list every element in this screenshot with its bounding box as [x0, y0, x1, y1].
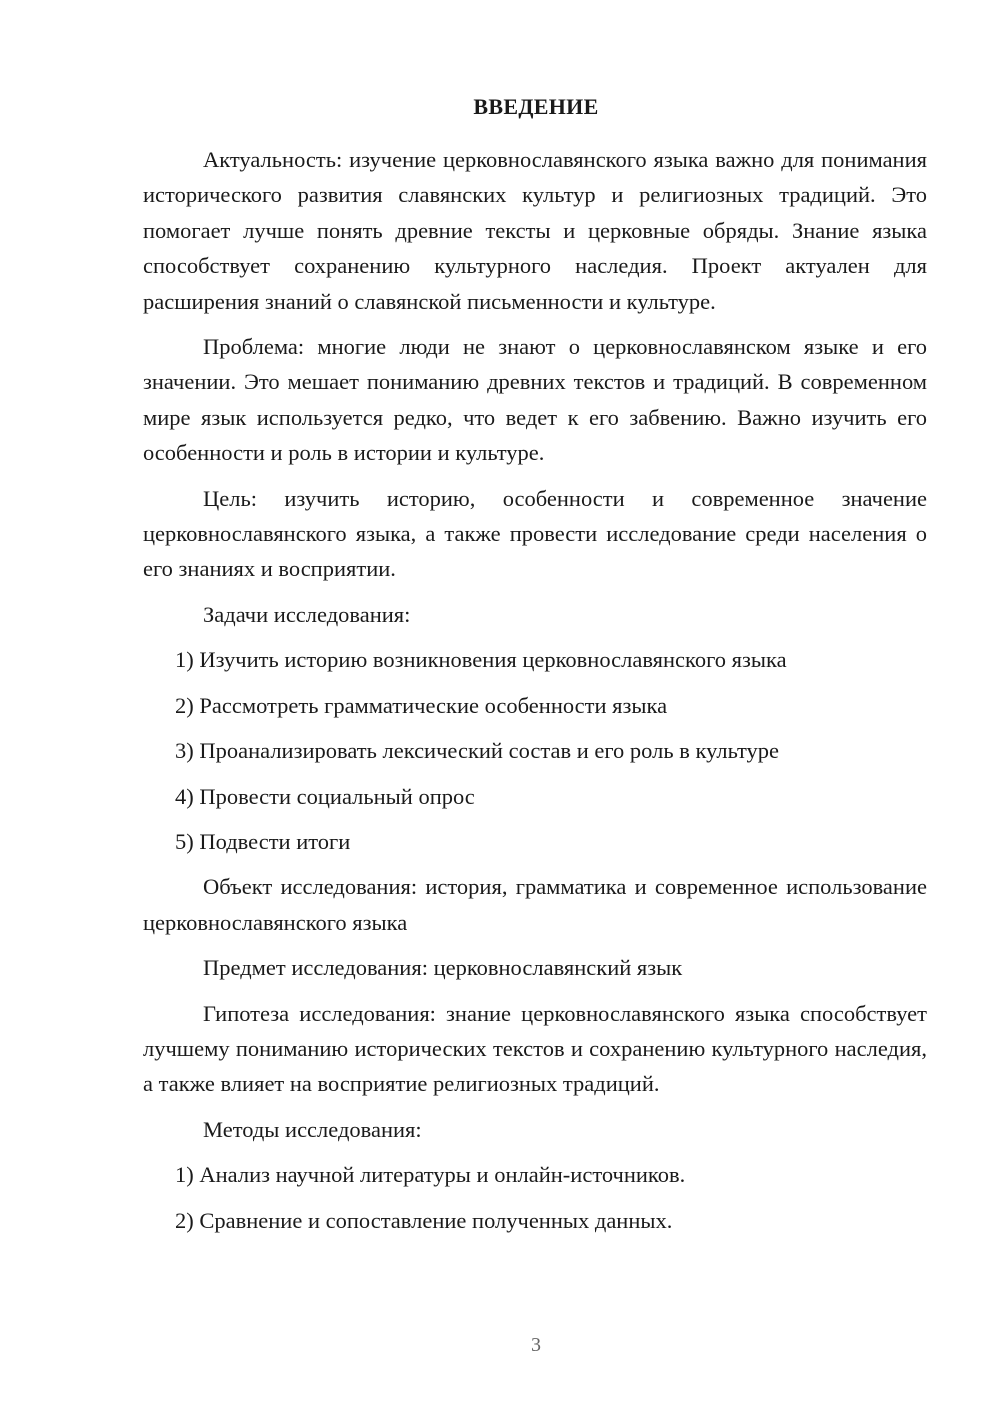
relevance-paragraph: Актуальность: изучение церковнославянского языка важно для понимания исторического развития славянских культур и религиозных традиций. Это помогает лучше понять древние тексты и церковные обряды. Знание языка способствует сохранению культурного наследия. Проект актуален для расширения знаний о славянской письменности и культуре.: [143, 147, 927, 314]
method-item: 2) Сравнение и сопоставление полученных данных.: [175, 1207, 673, 1233]
page-number: 3: [531, 1334, 541, 1356]
page-title: ВВЕДЕНИЕ: [473, 94, 599, 119]
hypothesis-paragraph: Гипотеза исследования: знание церковнославянского языка способствует лучшему пониманию исторических текстов и сохранению культурного наследия, а также влияет на восприятие религиозных традиций.: [143, 1000, 927, 1097]
task-item: 3) Проанализировать лексический состав и его роль в культуре: [175, 738, 779, 764]
problem-paragraph: Проблема: многие люди не знают о церковнославянском языке и его значении. Это мешает пониманию древних текстов и традиций. В современном мире язык используется редко, что ведет к его забвению. Важно изучить его особенности и роль в истории и культуре.: [143, 334, 927, 466]
tasks-heading: Задачи исследования:: [203, 601, 411, 627]
goal-paragraph: Цель: изучить историю, особенности и современное значение церковнославянского языка, а также провести исследование среди населения о его знаниях и восприятии.: [143, 485, 927, 582]
task-item: 2) Рассмотреть грамматические особенности языка: [175, 692, 668, 718]
task-item: 5) Подвести итоги: [175, 828, 351, 854]
document-body: [143, 142, 927, 1248]
methods-heading: Методы исследования:: [203, 1116, 422, 1142]
method-item: 1) Анализ научной литературы и онлайн-источников.: [175, 1162, 686, 1188]
task-item: 1) Изучить историю возникновения церковнославянского языка: [175, 647, 787, 673]
object-paragraph: Объект исследования: история, грамматика и современное использование церковнославянского языка: [143, 874, 927, 935]
task-item: 4) Провести социальный опрос: [175, 783, 475, 809]
subject-paragraph: Предмет исследования: церковнославянский язык: [203, 955, 683, 981]
